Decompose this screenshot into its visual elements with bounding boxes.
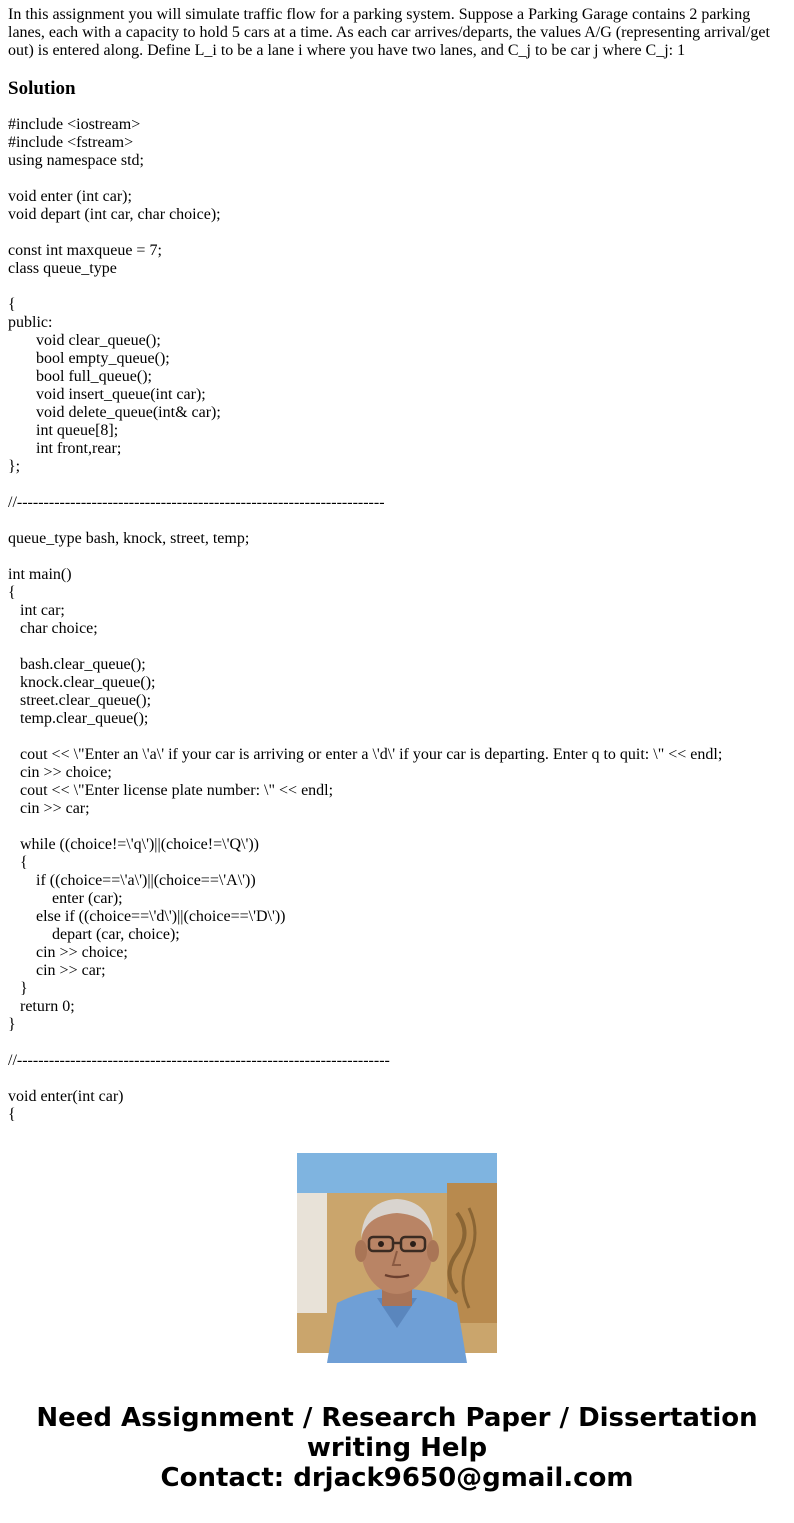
code-line	[8, 476, 786, 494]
code-line: void enter (int car);	[8, 188, 132, 205]
code-line: //---------------------------------------------------------------------	[8, 494, 385, 511]
banner-line-1: Need Assignment / Research Paper / Dissertation	[36, 1403, 758, 1433]
question-text: In this assignment you will simulate traffic flow for a parking system. Suppose a Parking Garage contains 2 parking lanes, each with a capacity to hold 5 cars at a time. As each car arrives/departs, the values A/G (representing arrival/get out) is entered along. Define L_i to be a lane i where you have two lanes, and C_j to be car j where C_j: 1	[8, 6, 770, 59]
code-line: while ((choice!=\'q\')||(choice!=\'Q\'))	[8, 836, 259, 853]
code-line: }	[8, 980, 28, 997]
code-line: public:	[8, 314, 53, 331]
code-line: {	[8, 584, 16, 601]
code-line: knock.clear_queue();	[8, 674, 156, 691]
code-line: }	[8, 1016, 16, 1033]
code-line: #include <iostream>	[8, 116, 141, 133]
code-line	[8, 1070, 786, 1088]
code-line: bool full_queue();	[8, 368, 152, 385]
code-line: int main()	[8, 566, 72, 583]
code-line: void delete_queue(int& car);	[8, 404, 221, 421]
code-line: {	[8, 1106, 16, 1123]
author-portrait-icon	[297, 1153, 497, 1353]
code-line: void insert_queue(int car);	[8, 386, 206, 403]
code-line: else if ((choice==\'d\')||(choice==\'D\'))	[8, 908, 286, 925]
code-line: int car;	[8, 602, 65, 619]
code-line: cin >> choice;	[8, 764, 112, 781]
code-line: cin >> car;	[8, 962, 106, 979]
code-line: cout << \"Enter license plate number: \" << endl;	[8, 782, 334, 799]
code-line: using namespace std;	[8, 152, 144, 169]
code-line	[8, 638, 786, 656]
code-line: const int maxqueue = 7;	[8, 242, 162, 259]
code-line	[8, 728, 786, 746]
code-line: return 0;	[8, 998, 75, 1015]
code-line: {	[8, 296, 16, 313]
code-line: void enter(int car)	[8, 1088, 124, 1105]
code-line: queue_type bash, knock, street, temp;	[8, 530, 250, 547]
code-line: temp.clear_queue();	[8, 710, 149, 727]
code-line	[8, 1034, 786, 1052]
code-line: cout << \"Enter an \'a\' if your car is arriving or enter a \'d\' if your car is departing. Enter q to quit: \" << endl;	[8, 746, 723, 763]
code-line: int queue[8];	[8, 422, 119, 439]
code-line: depart (car, choice);	[8, 926, 180, 943]
banner-line-2: writing Help	[306, 1433, 488, 1463]
code-line: class queue_type	[8, 260, 117, 277]
code-line: enter (car);	[8, 890, 123, 907]
code-line: if ((choice==\'a\')||(choice==\'A\'))	[8, 872, 256, 889]
code-line: void clear_queue();	[8, 332, 161, 349]
code-line: cin >> choice;	[8, 944, 128, 961]
code-line: //----------------------------------------------------------------------	[8, 1052, 390, 1069]
code-line: bash.clear_queue();	[8, 656, 146, 673]
code-line: char choice;	[8, 620, 98, 637]
code-line: };	[8, 458, 21, 475]
code-line	[8, 170, 786, 188]
code-line: void depart (int car, char choice);	[8, 206, 221, 223]
code-block	[8, 116, 786, 1124]
author-photo	[297, 1153, 497, 1353]
code-line	[8, 818, 786, 836]
contact-banner	[0, 1403, 794, 1493]
code-line: bool empty_queue();	[8, 350, 170, 367]
code-line	[8, 548, 786, 566]
code-line: {	[8, 854, 28, 871]
code-line	[8, 278, 786, 296]
solution-heading: Solution	[8, 78, 76, 99]
code-line: #include <fstream>	[8, 134, 134, 151]
code-line: street.clear_queue();	[8, 692, 152, 709]
banner-contact: Contact: drjack9650@gmail.com	[160, 1463, 634, 1493]
code-line	[8, 512, 786, 530]
code-line: cin >> car;	[8, 800, 90, 817]
code-line: int front,rear;	[8, 440, 122, 457]
code-line	[8, 224, 786, 242]
code-viewport	[8, 116, 786, 1123]
